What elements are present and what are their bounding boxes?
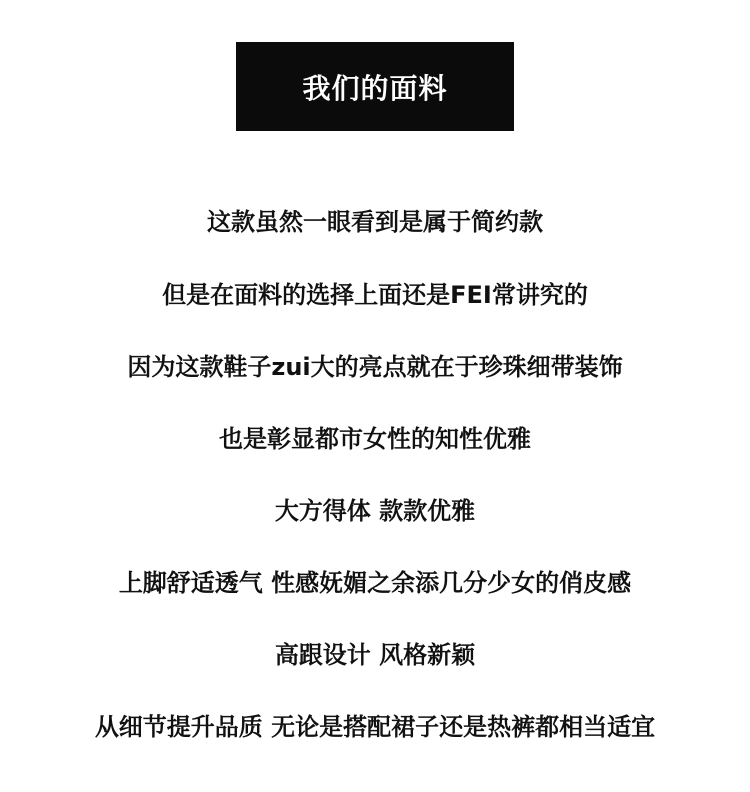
page-title: 我们的面料 [302,71,448,105]
description-line: 上脚舒适透气 性感妩媚之余添几分少女的俏皮感 [118,569,632,597]
description-line: 因为这款鞋子zui大的亮点就在于珍珠细带装饰 [127,353,623,381]
description-line: 从细节提升品质 无论是搭配裙子还是热裤都相当适宜 [94,713,656,741]
description-line: 大方得体 款款优雅 [274,497,476,525]
description-line: 也是彰显都市女性的知性优雅 [219,425,531,453]
description-line: 但是在面料的选择上面还是FEI常讲究的 [162,281,588,309]
description-line: 高跟设计 风格新颖 [274,641,476,669]
description-line: 这款虽然一眼看到是属于简约款 [207,208,543,236]
